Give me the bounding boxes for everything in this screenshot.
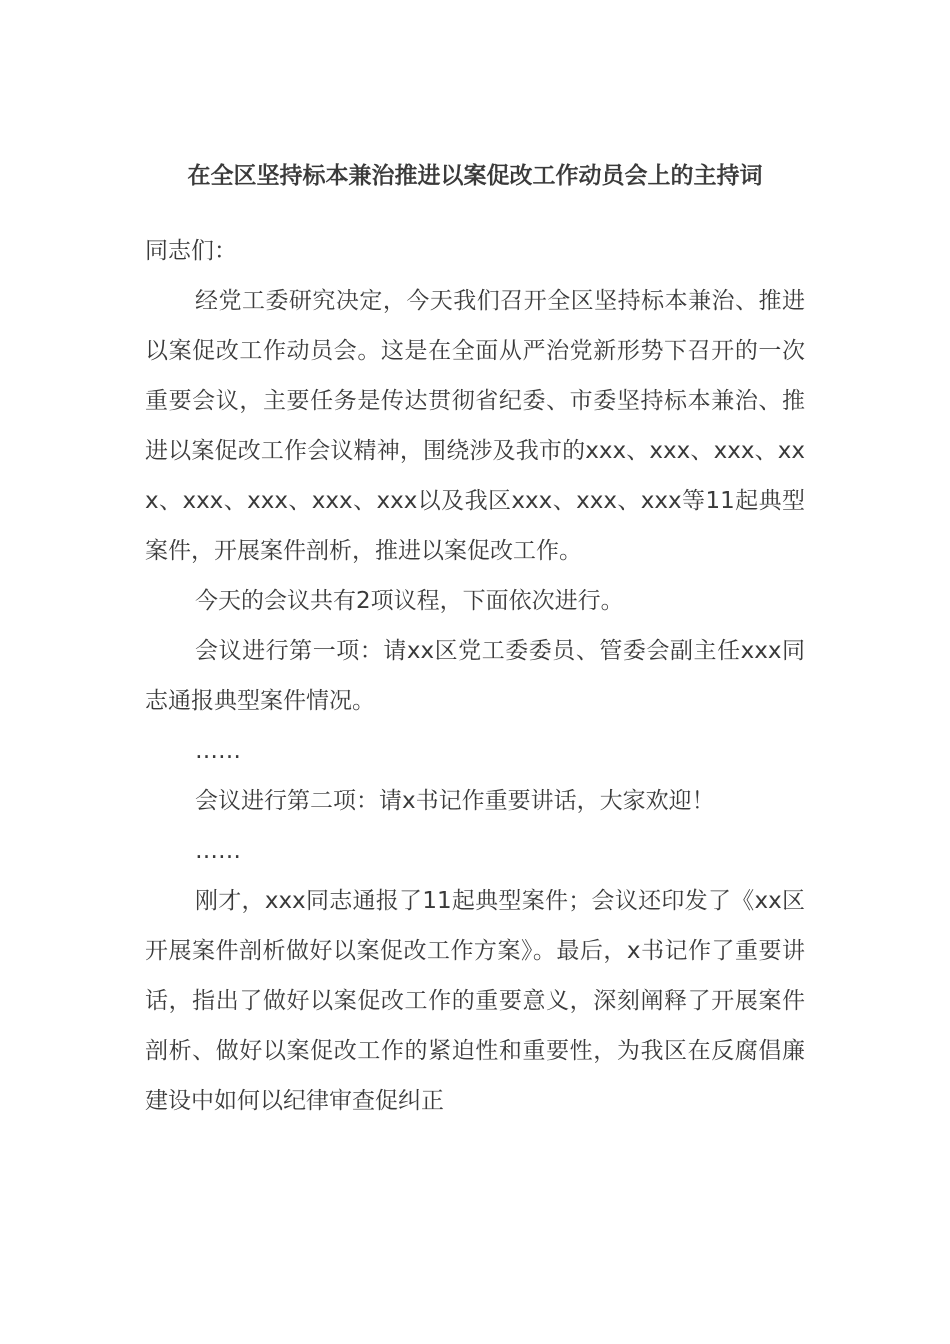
ellipsis-one: …… (195, 738, 241, 764)
paragraph-item-two: 会议进行第二项：请x书记作重要讲话，大家欢迎！ (195, 788, 715, 814)
paragraph-item-one: 会议进行第一项：请xx区党工委委员、管委会副主任xxx同志通报典型案件情况。 (145, 638, 805, 714)
paragraph-intro: 经党工委研究决定，今天我们召开全区坚持标本兼治、推进以案促改工作动员会。这是在全面从严治党新形势下召开的一次重要会议，主要任务是传达贯彻省纪委、市委坚持标本兼治、推进以案促改工作会议精神，围绕涉及我市的xxx、xxx、xxx、xxx、xxx、xxx、xxx、xxx以及我区xxx、xxx、xxx等11起典型案件，开展案件剖析，推进以案促改工作。 (145, 288, 805, 564)
ellipsis-two: …… (195, 838, 241, 864)
document-title: 在全区坚持标本兼治推进以案促改工作动员会上的主持词 (187, 163, 763, 189)
document-body (145, 226, 805, 1126)
paragraph-agenda: 今天的会议共有2项议程，下面依次进行。 (195, 588, 624, 614)
paragraph-summary: 刚才，xxx同志通报了11起典型案件；会议还印发了《xx区开展案件剖析做好以案促改工作方案》。最后，x书记作了重要讲话，指出了做好以案促改工作的重要意义，深刻阐释了开展案件剖析、做好以案促改工作的紧迫性和重要性，为我区在反腐倡廉建设中如何以纪律审查促纠正 (145, 888, 805, 1114)
salutation: 同志们： (145, 238, 237, 264)
